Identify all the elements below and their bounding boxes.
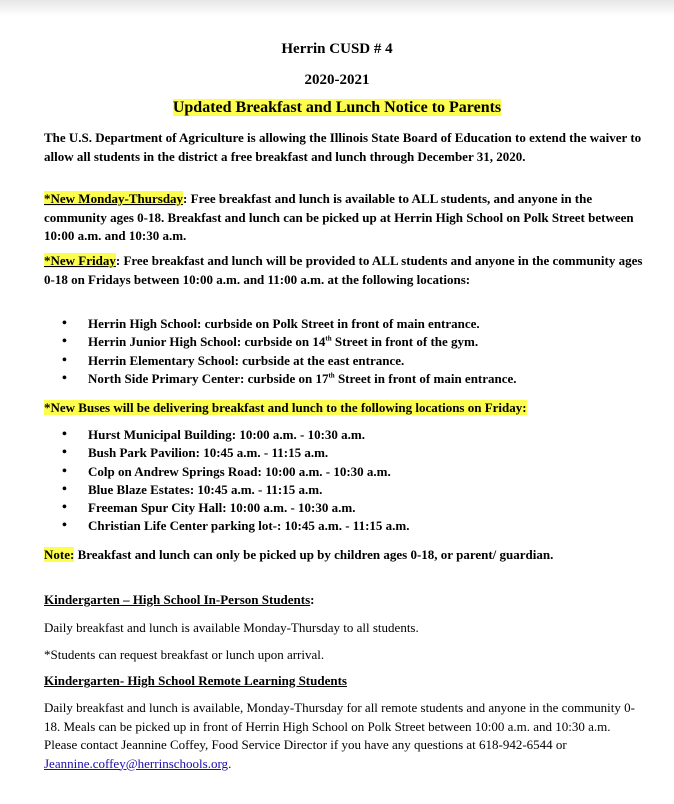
list-item: • Herrin Elementary School: curbside at the east entrance.	[44, 352, 517, 370]
monday-thursday-text: : Free breakfast and lunch is available to ALL students, and anyone in the community ages 0-18. Breakfast and lunch can be picked up at Herrin High School on Polk Street between 10:00 a.m. and 10:30 a.m.	[44, 191, 634, 243]
remote-paragraph: Daily breakfast and lunch is available, Monday-Thursday for all remote students and anyone in the community 0-18. Meals can be picked up in front of Herrin High School on Polk Street between 10:00 a.m. and 10:30 a.m. Please contact Jeannine Coffey, Food Service Director if you have any questions at 618-942-6544 or Jeannine.coffey@herrinschools.org.	[44, 700, 635, 771]
list-item: • Bush Park Pavilion: 10:45 a.m. - 11:15 a.m.	[44, 444, 409, 462]
remote-text: Daily breakfast and lunch is available, Monday-Thursday for all remote students and anyone in the community 0-18. Meals can be picked up in front of Herrin High School on Polk Street between 10:00 a.m. and 10:30 a.m. Please contact Jeannine Coffey, Food Service Director if you have any questions at 618-942-6544 or	[44, 700, 635, 752]
intro-paragraph: The U.S. Department of Agriculture is allowing the Illinois State Board of Education to extend the waiver to allow all students in the district a free breakfast and lunch through December 31, 2020.	[44, 130, 642, 164]
friday-locations-list	[44, 315, 517, 388]
district-name: Herrin CUSD # 4	[281, 41, 393, 57]
bus-stops-list	[44, 426, 409, 536]
list-item: • Christian Life Center parking lot-: 10:45 a.m. - 11:15 a.m.	[44, 517, 409, 535]
note-text: Breakfast and lunch can only be picked up by children ages 0-18, or parent/ guardian.	[74, 547, 554, 562]
friday-text: : Free breakfast and lunch will be provided to ALL students and anyone in the community ages 0-18 on Fridays between 10:00 a.m. and 11:00 a.m. at the following locations:	[44, 253, 643, 287]
list-item: • Herrin High School: curbside on Polk Street in front of main entrance.	[44, 315, 517, 333]
viewer-top-bar	[0, 0, 674, 16]
in-person-line-1: Daily breakfast and lunch is available Monday-Thursday to all students.	[44, 620, 419, 635]
note-paragraph	[44, 546, 644, 565]
in-person-line-2: *Students can request breakfast or lunch upon arrival.	[44, 647, 325, 662]
contact-email-link[interactable]: Jeannine.coffey@herrinschools.org	[44, 755, 229, 771]
remote-heading-text: Kindergarten- High School Remote Learning Students	[44, 673, 347, 688]
list-item: • North Side Primary Center: curbside on 17th Street in front of main entrance.	[44, 370, 517, 388]
list-item: • Hurst Municipal Building: 10:00 a.m. - 10:30 a.m.	[44, 426, 409, 444]
in-person-heading-text: Kindergarten – High School In-Person Students	[44, 592, 311, 607]
remote-heading	[44, 672, 644, 691]
buses-heading	[44, 399, 644, 418]
buses-heading-text: *New Buses will be delivering breakfast and lunch to the following locations on Friday:	[44, 400, 527, 415]
list-item: • Herrin Junior High School: curbside on 14th Street in front of the gym.	[44, 333, 517, 351]
notice-title	[0, 99, 674, 117]
notice-title-text: Updated Breakfast and Lunch Notice to Parents	[172, 99, 502, 116]
school-year: 2020-2021	[304, 72, 370, 88]
note-label: Note:	[44, 547, 75, 562]
list-item: • Freeman Spur City Hall: 10:00 a.m. - 10:30 a.m.	[44, 499, 409, 517]
friday-label: *New Friday	[44, 253, 116, 268]
list-item: • Colp on Andrew Springs Road: 10:00 a.m. - 10:30 a.m.	[44, 463, 409, 481]
in-person-heading: Kindergarten – High School In-Person Students:	[44, 592, 315, 607]
monday-thursday-paragraph	[44, 190, 644, 246]
monday-thursday-label: *New Monday-Thursday	[44, 191, 184, 206]
friday-paragraph	[44, 252, 644, 289]
list-item: • Blue Blaze Estates: 10:45 a.m. - 11:15 a.m.	[44, 481, 409, 499]
